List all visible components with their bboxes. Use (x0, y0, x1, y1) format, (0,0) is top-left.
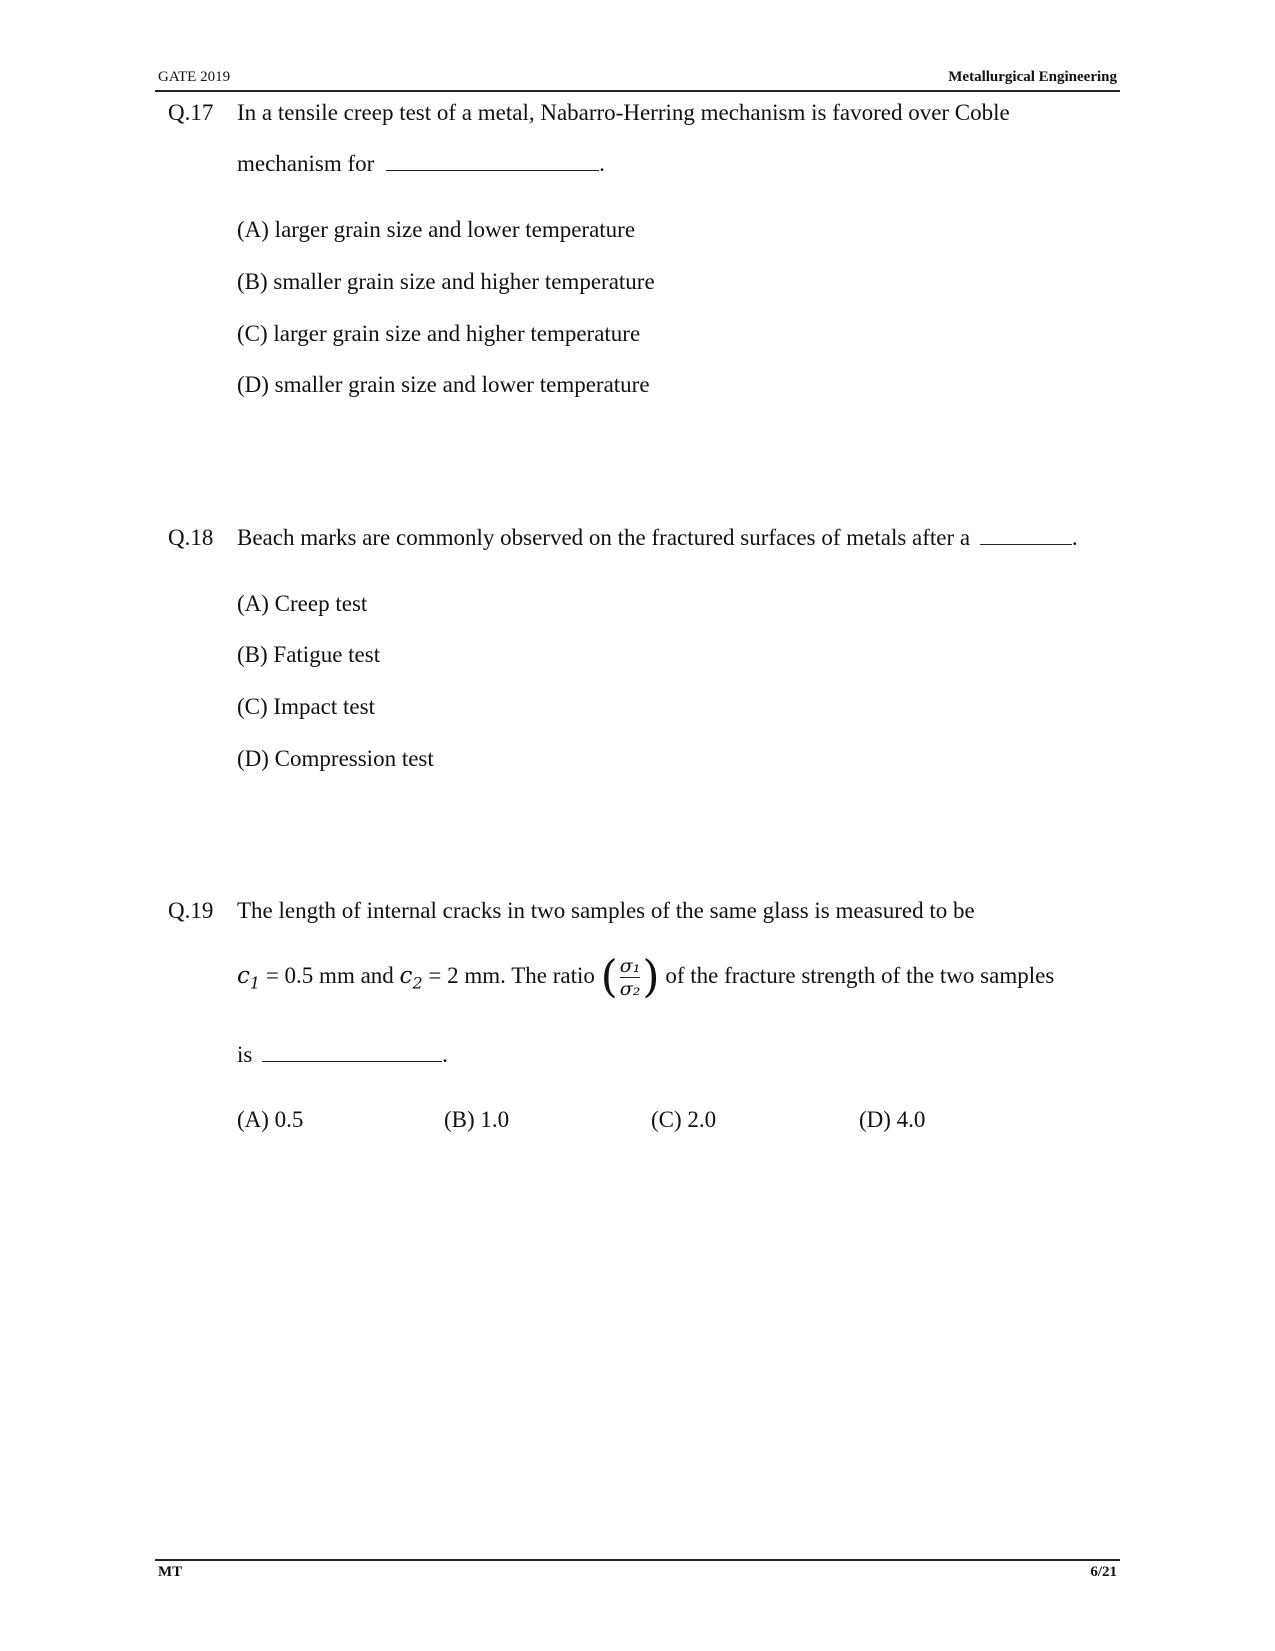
answer-blank (262, 1041, 442, 1062)
header-rule (155, 90, 1120, 92)
ratio-numerator: σ₁ (619, 955, 641, 978)
q17-number: Q.17 (168, 100, 214, 125)
c2-value-text: = 2 mm. The ratio (422, 963, 601, 988)
answer-blank (980, 524, 1072, 545)
q19-option-a: (A) 0.5 (237, 1107, 304, 1132)
q18-option-c: (C) Impact test (237, 694, 375, 719)
header-subject: Metallurgical Engineering (948, 69, 1117, 85)
q18-stem-text: Beach marks are commonly observed on the fractured surfaces of metals after a (237, 525, 971, 550)
header-exam-title: GATE 2019 (158, 69, 231, 85)
q19-stem-line3: is . (237, 1042, 448, 1067)
q17-option-b: (B) smaller grain size and higher temperature (237, 269, 655, 294)
footer-page-number: 6/21 (1090, 1564, 1117, 1580)
q17-option-a: (A) larger grain size and lower temperature (237, 217, 636, 242)
q19-after-ratio: of the fracture strength of the two samples (659, 963, 1055, 988)
ratio-denominator: σ₂ (619, 978, 641, 1001)
answer-blank (386, 150, 599, 171)
q18-option-b: (B) Fatigue test (237, 642, 381, 667)
left-paren: ( (600, 951, 618, 1003)
footer-paper-code: MT (158, 1564, 183, 1580)
q19-option-c: (C) 2.0 (651, 1107, 717, 1132)
q18-option-d: (D) Compression test (237, 746, 434, 771)
q19-stem-line3-text: is (237, 1042, 253, 1067)
q19-option-b: (B) 1.0 (444, 1107, 510, 1132)
q17-stem-line2: mechanism for . (237, 151, 605, 176)
q18-stem: Beach marks are commonly observed on the fractured surfaces of metals after a . (237, 525, 1078, 550)
q17-stem-line1: In a tensile creep test of a metal, Nabarro-Herring mechanism is favored over Coble (237, 100, 1010, 125)
q19-stem-line1: The length of internal cracks in two samples of the same glass is measured to be (237, 898, 975, 923)
q17-option-c: (C) larger grain size and higher temperature (237, 321, 641, 346)
footer-rule (155, 1559, 1120, 1561)
q17-stem-line2-text: mechanism for (237, 151, 375, 176)
q18-option-a: (A) Creep test (237, 591, 368, 616)
c2-symbol: $c_2$ (399, 963, 423, 993)
c1-value-text: = 0.5 mm and (260, 963, 400, 988)
right-paren: ) (642, 951, 660, 1003)
q19-option-d: (D) 4.0 (859, 1107, 926, 1132)
q19-number: Q.19 (168, 898, 214, 923)
q18-number: Q.18 (168, 525, 214, 550)
stress-ratio-fraction (620, 956, 641, 999)
q17-option-d: (D) smaller grain size and lower temperature (237, 372, 650, 397)
q19-stem-line2 (237, 946, 1054, 1014)
c1-symbol: $c_1$ (237, 963, 261, 993)
